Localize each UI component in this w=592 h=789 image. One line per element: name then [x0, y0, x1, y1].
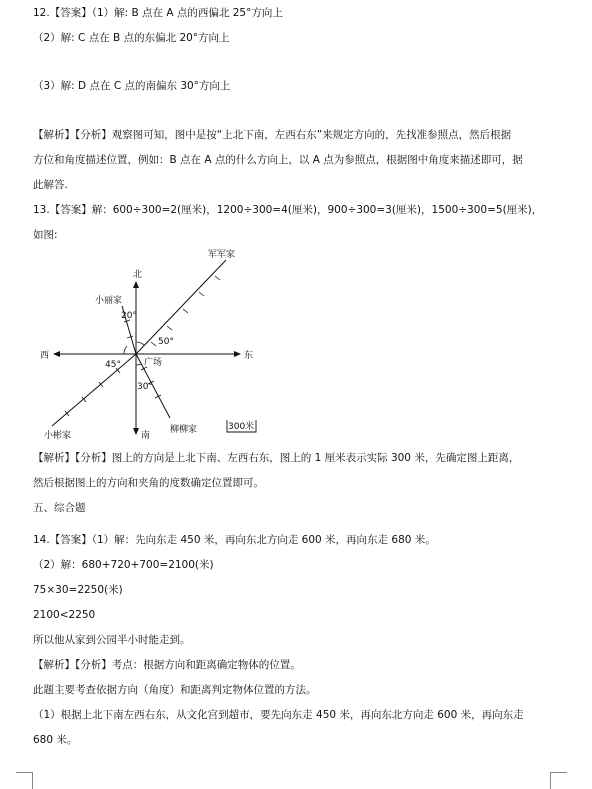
answer-12-part2: （2）解: C 点在 B 点的东偏北 20°方向上 [33, 32, 230, 44]
angle-50-label: 50° [158, 337, 174, 347]
south-label: 南 [141, 431, 151, 441]
analysis-14-line2: 此题主要考查依据方向（角度）和距离判定物体位置的方法。 [33, 684, 317, 696]
analysis-14-line1: 【解析】【分析】考点：根据方向和距离确定物体的位置。 [33, 659, 301, 671]
analysis-14-line3: （1）根据上北下南左西右东，从文化宫到超市，要先向东走 450 米，再向东北方向走 600 米，再向东走 [33, 709, 524, 721]
north-label: 北 [133, 270, 143, 280]
answer-12-part3: （3）解: D 点在 C 点的南偏东 30°方向上 [33, 80, 231, 92]
scale-label: 300米 [228, 422, 255, 432]
east-label: 东 [244, 351, 254, 361]
west-label: 西 [40, 351, 50, 361]
angle-45-label: 45° [105, 360, 121, 370]
answer-13: 13.【答案】解：600÷300=2(厘米)，1200÷300=4(厘米)，900÷300=3(厘米)，1500÷300=5(厘米)， [33, 204, 543, 216]
conclusion-line: 所以他从家到公园半小时能走到。 [33, 634, 191, 646]
ray-junjun [136, 260, 226, 354]
analysis-12-line2: 方位和角度描述位置，例如：B 点在 A 点的什么方向上，以 A 点为参照点，根据图中角度来描述即可，据 [33, 154, 523, 166]
section-5-heading: 五、综合题 [33, 502, 86, 514]
liuliu-label: 柳柳家 [170, 425, 198, 435]
center-label: 广场 [144, 358, 163, 368]
answer-12-part1: 12.【答案】（1）解: B 点在 A 点的西偏北 25°方向上 [33, 7, 283, 19]
ray-xiaobin [52, 354, 136, 426]
analysis-12-line1: 【解析】【分析】观察图可知，图中是按“上北下南，左西右东”来规定方向的，先找准参照点，然后根据 [33, 129, 512, 141]
answer-14-part1: 14.【答案】（1）解：先向东走 450 米，再向东北方向走 600 米，再向东走 680 米。 [33, 534, 436, 546]
crop-mark-right [550, 772, 567, 789]
crop-mark-left [16, 772, 33, 789]
direction-diagram [30, 244, 290, 450]
analysis-13-line1: 【解析】【分析】图上的方向是上北下南、左西右东，图上的 1 厘米表示实际 300 米，先确定图上距离， [33, 452, 520, 464]
analysis-14-line4: 680 米。 [33, 734, 78, 746]
junjun-label: 军军家 [208, 250, 236, 260]
xiaoli-label: 小丽家 [95, 296, 123, 306]
xiaobin-label: 小彬家 [44, 431, 72, 441]
analysis-12-line3: 此解答. [33, 179, 68, 191]
angle-30-label: 30° [137, 382, 153, 392]
calc-line2: 2100<2250 [33, 609, 96, 621]
analysis-13-line2: 然后根据图上的方向和夹角的度数确定位置即可。 [33, 477, 264, 489]
as-figure-label: 如图: [33, 229, 58, 241]
answer-14-part2: （2）解：680+720+700=2100(米) [33, 559, 214, 571]
angle-20-label: 20° [121, 311, 137, 321]
calc-line1: 75×30=2250(米) [33, 584, 123, 596]
